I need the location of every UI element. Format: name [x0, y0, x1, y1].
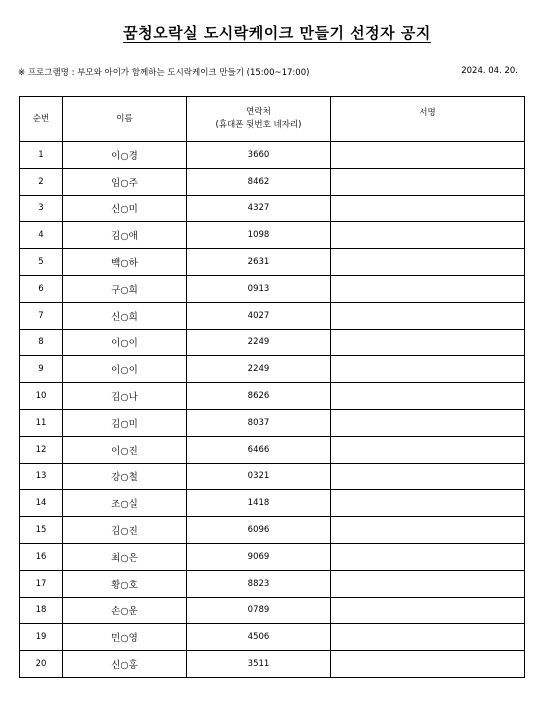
- header-no: 순번: [20, 97, 63, 142]
- table-header-row: [20, 97, 525, 142]
- row-contact: 8823: [187, 570, 331, 597]
- row-no: 9: [20, 356, 63, 383]
- table-row: [20, 409, 525, 436]
- row-sign-cell[interactable]: [331, 275, 525, 302]
- row-no: 14: [20, 490, 63, 517]
- row-no: 6: [20, 275, 63, 302]
- row-no: 7: [20, 302, 63, 329]
- row-contact: 1098: [187, 222, 331, 249]
- row-no: 19: [20, 624, 63, 651]
- row-no: 20: [20, 651, 63, 678]
- row-sign-cell[interactable]: [331, 168, 525, 195]
- row-contact: 8626: [187, 383, 331, 410]
- row-no: 8: [20, 329, 63, 356]
- row-name: 임○주: [63, 168, 187, 195]
- page-title: [0, 22, 554, 43]
- table-row: [20, 302, 525, 329]
- row-no: 10: [20, 383, 63, 410]
- row-sign-cell[interactable]: [331, 517, 525, 544]
- row-contact: 0789: [187, 597, 331, 624]
- row-name: 신○희: [63, 302, 187, 329]
- row-sign-cell[interactable]: [331, 142, 525, 169]
- row-no: 17: [20, 570, 63, 597]
- row-contact: 1418: [187, 490, 331, 517]
- row-name: 김○애: [63, 222, 187, 249]
- row-no: 1: [20, 142, 63, 169]
- header-sign: 서명: [331, 97, 525, 142]
- row-name: 이○진: [63, 436, 187, 463]
- table-row: [20, 383, 525, 410]
- row-no: 18: [20, 597, 63, 624]
- row-sign-cell[interactable]: [331, 249, 525, 276]
- row-no: 12: [20, 436, 63, 463]
- row-sign-cell[interactable]: [331, 222, 525, 249]
- row-no: 2: [20, 168, 63, 195]
- table-row: [20, 543, 525, 570]
- row-contact: 2249: [187, 329, 331, 356]
- row-no: 11: [20, 409, 63, 436]
- row-no: 15: [20, 517, 63, 544]
- row-sign-cell[interactable]: [331, 409, 525, 436]
- row-sign-cell[interactable]: [331, 651, 525, 678]
- row-no: 16: [20, 543, 63, 570]
- table-row: [20, 624, 525, 651]
- row-contact: 3660: [187, 142, 331, 169]
- table-body: [20, 142, 525, 678]
- row-name: 민○영: [63, 624, 187, 651]
- table-row: [20, 651, 525, 678]
- row-sign-cell[interactable]: [331, 356, 525, 383]
- row-name: 조○실: [63, 490, 187, 517]
- row-contact: 0913: [187, 275, 331, 302]
- row-name: 신○홍: [63, 651, 187, 678]
- notice-date: 2024. 04. 20.: [461, 66, 518, 76]
- table-row: [20, 517, 525, 544]
- row-name: 김○진: [63, 517, 187, 544]
- row-name: 김○미: [63, 409, 187, 436]
- row-sign-cell[interactable]: [331, 302, 525, 329]
- table-row: [20, 142, 525, 169]
- row-contact: 4027: [187, 302, 331, 329]
- row-contact: 6096: [187, 517, 331, 544]
- row-contact: 2631: [187, 249, 331, 276]
- table-row: [20, 490, 525, 517]
- row-contact: 6466: [187, 436, 331, 463]
- row-sign-cell[interactable]: [331, 195, 525, 222]
- table-row: [20, 222, 525, 249]
- row-name: 구○희: [63, 275, 187, 302]
- row-no: 5: [20, 249, 63, 276]
- header-contact-line2: (휴대폰 뒷번호 네자리): [215, 120, 302, 130]
- row-sign-cell[interactable]: [331, 490, 525, 517]
- row-contact: 8462: [187, 168, 331, 195]
- row-name: 손○운: [63, 597, 187, 624]
- row-name: 이○이: [63, 356, 187, 383]
- row-sign-cell[interactable]: [331, 463, 525, 490]
- row-name: 백○하: [63, 249, 187, 276]
- header-name: 이름: [63, 97, 187, 142]
- row-contact: 4506: [187, 624, 331, 651]
- row-sign-cell[interactable]: [331, 624, 525, 651]
- row-name: 황○호: [63, 570, 187, 597]
- row-name: 강○철: [63, 463, 187, 490]
- row-no: 3: [20, 195, 63, 222]
- table-row: [20, 597, 525, 624]
- table-row: [20, 275, 525, 302]
- row-contact: 3511: [187, 651, 331, 678]
- header-contact: [187, 97, 331, 142]
- row-no: 13: [20, 463, 63, 490]
- header-contact-line1: 연락처: [246, 107, 271, 117]
- table-row: [20, 463, 525, 490]
- row-no: 4: [20, 222, 63, 249]
- row-contact: 2249: [187, 356, 331, 383]
- row-name: 이○이: [63, 329, 187, 356]
- table-row: [20, 249, 525, 276]
- row-contact: 4327: [187, 195, 331, 222]
- program-name: ※ 프로그램명 : 부모와 아이가 함께하는 도시락케이크 만들기 (15:00~17:00): [18, 68, 310, 78]
- row-name: 최○은: [63, 543, 187, 570]
- row-contact: 8037: [187, 409, 331, 436]
- row-sign-cell[interactable]: [331, 570, 525, 597]
- program-info-line: [18, 66, 518, 78]
- table-row: [20, 195, 525, 222]
- table-row: [20, 329, 525, 356]
- table-row: [20, 168, 525, 195]
- row-sign-cell[interactable]: [331, 436, 525, 463]
- row-sign-cell[interactable]: [331, 543, 525, 570]
- table-row: [20, 436, 525, 463]
- row-name: 신○미: [63, 195, 187, 222]
- row-sign-cell[interactable]: [331, 383, 525, 410]
- row-contact: 0321: [187, 463, 331, 490]
- row-sign-cell[interactable]: [331, 329, 525, 356]
- table-row: [20, 356, 525, 383]
- row-name: 김○나: [63, 383, 187, 410]
- row-name: 이○경: [63, 142, 187, 169]
- page-title-text: 꿈청오락실 도시락케이크 만들기 선정자 공지: [123, 24, 431, 42]
- table-row: [20, 570, 525, 597]
- selection-table: [19, 96, 525, 678]
- row-contact: 9069: [187, 543, 331, 570]
- row-sign-cell[interactable]: [331, 597, 525, 624]
